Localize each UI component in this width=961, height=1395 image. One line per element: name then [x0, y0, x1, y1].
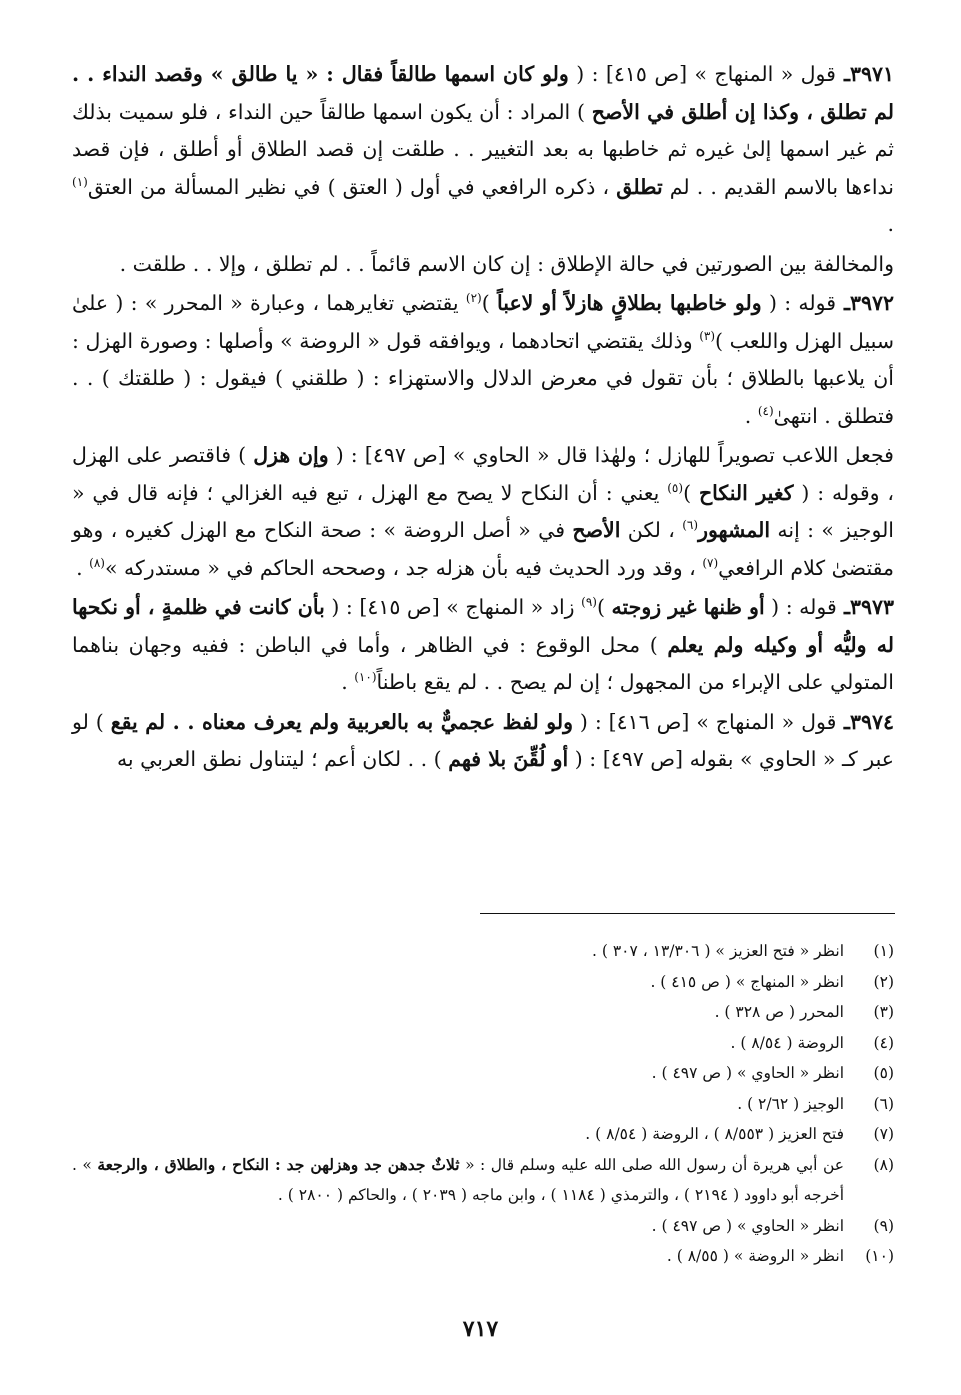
- bold-text: ٣٩٧٤ـ: [836, 709, 894, 734]
- bold-text: تطلق: [616, 174, 663, 199]
- bold-text: بأن كانت في ظلمةٍ ، أو نكحها له وليُّه أو وكيله ولم يعلم: [72, 595, 894, 657]
- bold-text: ولو كان اسمها طالقاً فقال : « يا طالق » وقصد النداء . . لم تطلق ، وكذا إن أطلق في الأصح: [72, 62, 895, 124]
- bold-text: ولو لفظ عجميٌّ به بالعربية ولم يعرف معناه . . لم يقع: [110, 709, 573, 734]
- footnote-text: انظر « الحاوي » ( ص ٤٩٧ ) .: [651, 1064, 844, 1082]
- footnote-number: (٢): [873, 972, 894, 991]
- bold-text: أو لُقِّنَ بلا فهم: [448, 747, 569, 771]
- footnote: [72, 997, 894, 1028]
- footnote: [72, 936, 894, 967]
- footnote-number: (٤): [873, 1033, 894, 1052]
- footnote: [72, 1058, 894, 1089]
- bold-text: كغير النكاح: [698, 480, 794, 505]
- footnote-number: (٥): [873, 1064, 894, 1082]
- footnote: [72, 1028, 894, 1059]
- bold-text: الأصح: [572, 518, 621, 542]
- bold-text: ولو خاطبها بطلاقٍ هازلاً أو لاعباً: [497, 291, 762, 315]
- footnote-text: عن أبي هريرة أن رسول الله صلى الله عليه وسلم قال : « ثلاثٌ جدهن جد وهزلهن جد : النكاح ، والطلاق ، والرجعة » . أخرجه أبو داوود ( ٢١٩٤ ) ، والترمذي ( ١١٨٤ ) ، وابن ماجه ( ٢٠٣٩ ) ، والحاكم ( ٢٨٠٠ ) .: [72, 1154, 844, 1204]
- footnote: [72, 1211, 894, 1242]
- footnote-text: انظر « الروضة » ( ٨/٥٥ ) .: [666, 1247, 844, 1265]
- footnote-text: انظر « فتح العزيز » ( ١٣/٣٠٦ ، ٣٠٧ ) .: [591, 942, 844, 960]
- page-number: ٧١٧: [462, 1316, 499, 1342]
- footnote: [72, 1119, 894, 1150]
- footnote-number: (٩): [873, 1216, 894, 1235]
- footnote-text: الروضة ( ٨/٥٤ ) .: [730, 1033, 844, 1052]
- footnote-marker: (٩): [581, 595, 597, 610]
- bold-text: وإن هزل: [253, 443, 329, 467]
- footnote: [72, 1241, 894, 1272]
- footnote-marker: (١): [72, 174, 88, 189]
- footnote-marker: (٣): [699, 328, 716, 343]
- bold-text: ٣٩٧١ـ: [835, 62, 894, 86]
- paragraph: ٣٩٧٣ـ قوله : ( أو ظنها غير زوجته )$^{(٩)}$ زاد « المنهاج » [ص ٤١٥] : ( بأن كانت في ظلمةٍ ، أو نكحها له وليُّه أو وكيله ولم يعلم ) محل الوقوع : في الظاهر ، وأما في الباطن : ففيه وجهان بناهما المتولي على الإبراء من المجهول ؛ إن لم يصح . . لم يقع باطناً$^{(١٠)}$ .: [72, 595, 895, 694]
- bold-text: المشهور: [698, 518, 771, 542]
- footnote-number: (٣): [873, 1003, 894, 1021]
- footnote-text: انظر « الحاوي » ( ص ٤٩٧ ) .: [651, 1216, 844, 1235]
- bold-text: أو ظنها غير زوجته: [611, 595, 765, 619]
- footnote-marker: (٢): [465, 291, 482, 306]
- paragraph: والمخالفة بين الصورتين في حالة الإطلاق : إن كان الاسم قائماً . . لم تطلق ، وإلا . . طلقت .: [119, 251, 894, 276]
- footnote-marker: (٧): [702, 555, 719, 570]
- footnote: [72, 1089, 894, 1120]
- footnote-text: انظر « المنهاج » ( ص ٤١٥ ) .: [650, 972, 844, 991]
- footnote-number: (١): [873, 942, 894, 960]
- footnote-number: (٧): [873, 1125, 894, 1143]
- footnote-marker: (١٠): [354, 670, 377, 685]
- paragraph: ٣٩٧١ـ قول « المنهاج » [ص ٤١٥] : ( ولو كان اسمها طالقاً فقال : « يا طالق » وقصد النداء . . لم تطلق ، وكذا إن أطلق في الأصح ) المراد : أن يكون اسمها طالقاً حين النداء ، فلو سميت بذلك ثم غير اسمها إلىٰ غيره ثم خاطبها به بعد التغيير . . طلقت إن قصد الطلاق أو أطلق ، فإن قصد نداءها بالاسم القديم . . لم تطلق ، ذكره الرافعي في أول ( العتق ) في نظير المسألة من العتق$^{(١)}$ .: [72, 62, 895, 236]
- footnote: [72, 967, 894, 998]
- footnote-text: فتح العزيز ( ٨/٥٥٣ ) ، الروضة ( ٨/٥٤ ) .: [585, 1125, 844, 1143]
- footnote-divider: [480, 913, 895, 914]
- footnotes: [72, 936, 894, 1272]
- bold-text: ٣٩٧٢ـ: [836, 291, 895, 315]
- bold-text: ٣٩٧٣ـ: [836, 595, 895, 619]
- footnote-marker: (٥): [667, 480, 684, 495]
- main-text: [72, 56, 894, 779]
- paragraph: ٣٩٧٤ـ قول « المنهاج » [ص ٤١٦] : ( ولو لفظ عجميٌّ به بالعربية ولم يعرف معناه . . لم يقع ) لو عبر كـ « الحاوي » بقوله [ص ٤٩٧] : ( أو لُقِّنَ بلا فهم ) . . لكان أعم ؛ ليتناول نطق العربي به: [72, 709, 894, 771]
- footnote-marker: (٦): [682, 518, 699, 533]
- footnote-text: الوجيز ( ٢/٦٢ ) .: [737, 1094, 844, 1113]
- paragraph: ٣٩٧٢ـ قوله : ( ولو خاطبها بطلاقٍ هازلاً أو لاعباً )$^{(٢)}$ يقتضي تغايرهما ، وعبارة « المحرر » : ( علىٰ سبيل الهزل واللعب )$^{(٣)}$ وذلك يقتضي اتحادهما ، ويوافقه قول « الروضة » وأصلها : وصورة الهزل : أن يلاعبها بالطلاق ؛ بأن تقول في معرض الدلال والاستهزاء : ( طلقني ) فيقول : ( طلقتك ) . . فتطلق . انتهىٰ$^{(٤)}$ .: [72, 291, 895, 428]
- footnote: [72, 1150, 894, 1211]
- footnote-number: (١٠): [865, 1247, 894, 1265]
- footnote-marker: (٨): [89, 555, 105, 570]
- footnote-number: (٦): [873, 1094, 894, 1113]
- bold-text: ثلاثٌ جدهن جد وهزلهن جد : النكاح ، والطلاق ، والرجعة: [97, 1154, 460, 1174]
- footnote-number: (٨): [873, 1155, 894, 1174]
- footnote-marker: (٤): [757, 403, 774, 418]
- paragraph: فجعل اللاعب تصويراً للهازل ؛ ولهٰذا قال « الحاوي » [ص ٤٩٧] : ( وإن هزل ) فاقتصر على الهزل ، وقوله : ( كغير النكاح )$^{(٥)}$ يعني : أن النكاح لا يصح مع الهزل ، تبع فيه الغزالي ؛ فإنه قال في « الوجيز » : إنه المشهور$^{(٦)}$ ، لكن الأصح في « أصل الروضة » : صحة النكاح مع الهزل كغيره ، وهو مقتضىٰ كلام الرافعي$^{(٧)}$ ، وقد ورد الحديث فيه بأن هزله جد ، وصححه الحاكم في « مستدركه »$^{(٨)}$ .: [72, 443, 895, 580]
- footnote-text: المحرر ( ص ٣٢٨ ) .: [714, 1003, 844, 1021]
